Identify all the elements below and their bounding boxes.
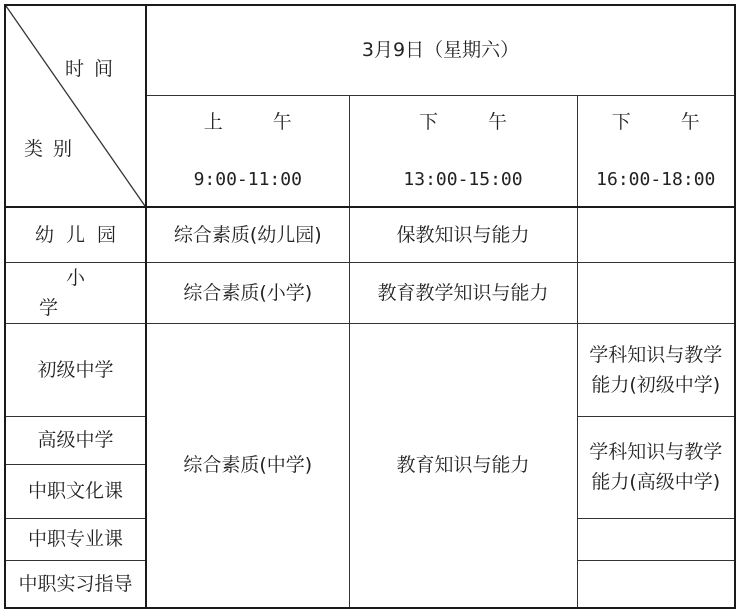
category-kindergarten: [5, 207, 146, 262]
category-label: 中职文化课: [27, 480, 123, 502]
subject-label: 综合素质(小学): [183, 281, 313, 304]
period-label: 下 午: [611, 110, 722, 133]
category-vocational-culture: [5, 464, 146, 518]
diagonal-divider: [6, 6, 145, 206]
subject-cell-secondary-1: [146, 323, 349, 608]
corner-time-label: 时间: [64, 58, 123, 80]
subject-label: 保教知识与能力: [396, 223, 530, 246]
subject-cell: [577, 518, 735, 560]
category-label: 中职专业课: [27, 528, 123, 550]
date-label: 3月9日（星期六）: [361, 39, 520, 62]
corner-category-label: 类别: [24, 138, 83, 160]
category-vocational-professional: [5, 518, 146, 560]
category-vocational-internship: [5, 560, 146, 608]
exam-schedule-table: [4, 4, 736, 609]
subject-cell: [146, 262, 349, 323]
category-label: 中职实习指导: [18, 572, 133, 595]
subject-cell: [349, 207, 577, 262]
category-primary: [5, 262, 146, 323]
subject-cell: [577, 416, 735, 518]
category-label: 幼儿园: [34, 223, 128, 246]
subject-cell-secondary-2: [349, 323, 577, 608]
period-cell-afternoon-2: [577, 95, 735, 207]
subject-label: 学科知识与教学能力(高级中学): [589, 441, 723, 493]
period-time: 16:00-18:00: [596, 168, 716, 190]
subject-cell: [577, 560, 735, 608]
subject-label: 综合素质(幼儿园): [173, 223, 322, 246]
period-cell-afternoon-1: [349, 95, 577, 207]
period-label: 上 午: [203, 110, 314, 133]
period-label: 下 午: [418, 110, 530, 133]
category-label: 初级中学: [37, 358, 114, 381]
category-junior-middle: [5, 323, 146, 416]
subject-cell: [577, 323, 735, 416]
subject-cell: [349, 262, 577, 323]
subject-cell: [577, 207, 735, 262]
period-time: 9:00-11:00: [193, 168, 302, 190]
period-time: 13:00-15:00: [403, 168, 523, 190]
subject-label: 教育知识与能力: [396, 454, 530, 477]
corner-header-cell: [5, 5, 146, 207]
subject-label: 教育教学知识与能力: [377, 281, 549, 304]
category-label: 小 学: [38, 266, 139, 319]
category-senior-high: [5, 416, 146, 464]
subject-label: 综合素质(中学): [183, 454, 313, 477]
category-label: 高级中学: [37, 429, 114, 451]
subject-label: 学科知识与教学能力(初级中学): [589, 343, 723, 396]
subject-cell: [146, 207, 349, 262]
subject-cell: [577, 262, 735, 323]
date-header: [146, 5, 735, 95]
period-cell-morning: [146, 95, 349, 207]
